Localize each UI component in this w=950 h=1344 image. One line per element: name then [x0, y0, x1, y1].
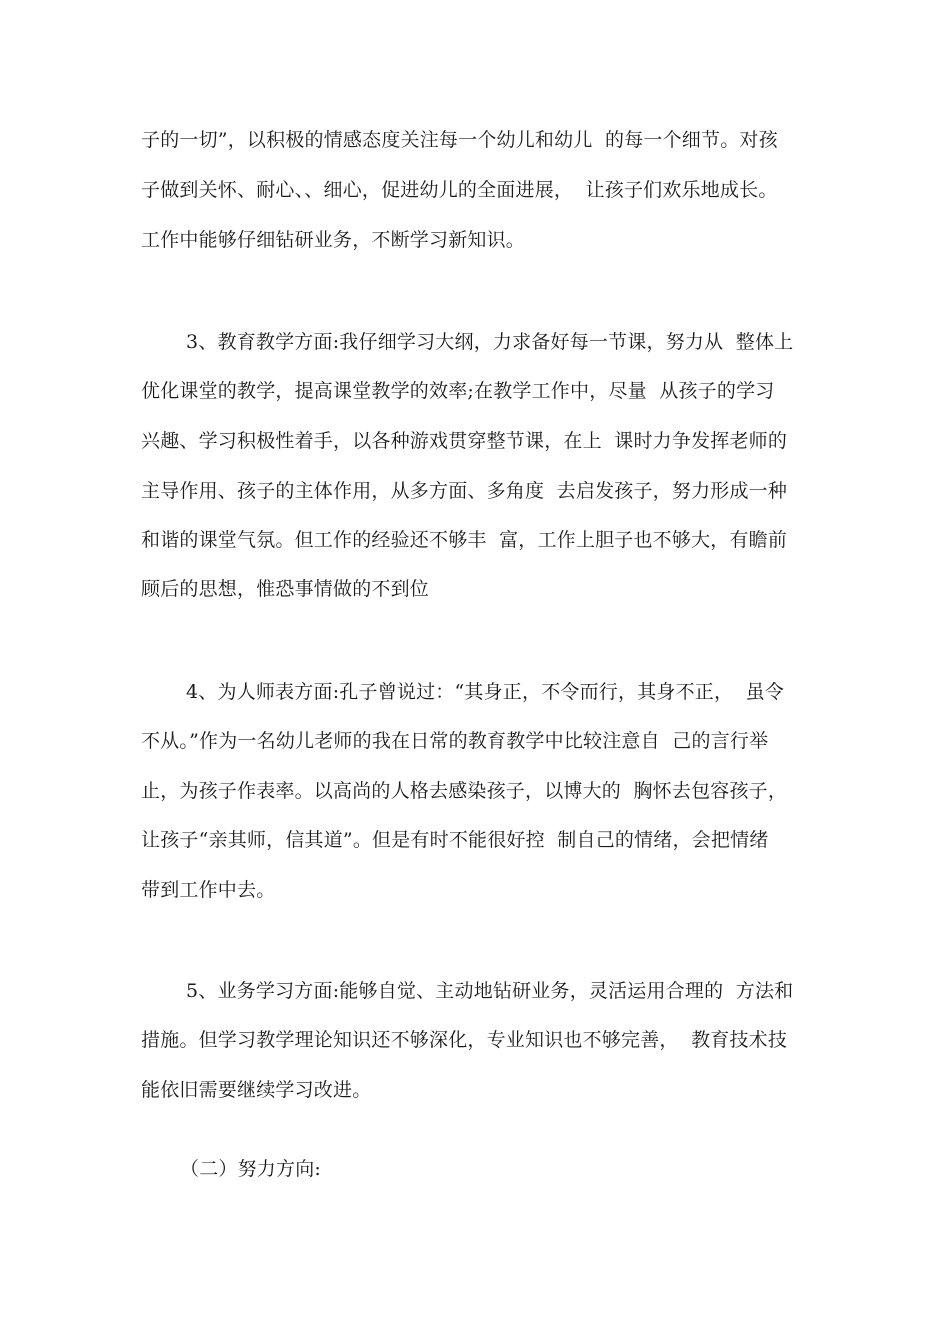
paragraph-3-line-2: 不从。”作为一名幼儿老师的我在日常的教育教学中比较注意自 己的言行举 — [141, 730, 769, 752]
paragraph-3-line-1: 4、为人师表方面:孔子曾说过：“其身正，不令而行，其身不正， 虽令 — [186, 681, 785, 703]
paragraph-2-line-1: 3、教育教学方面:我仔细学习大纲，力求备好每一节课，努力从 整体上 — [186, 331, 794, 353]
paragraph-2-line-2: 优化课堂的教学，提高课堂教学的效率;在教学工作中，尽量 从孩子的学习 — [141, 380, 775, 402]
paragraph-1-line-2: 子做到关怀、耐心、、细心，促进幼儿的全面进展， 让孩子们欢乐地成长。 — [141, 179, 778, 201]
paragraph-2-line-5: 和谐的课堂气氛。但工作的经验还不够丰 富，工作上胆子也不够大，有瞻前 — [141, 529, 788, 551]
paragraph-2-line-6: 顾后的思想，惟恐事情做的不到位 — [141, 578, 430, 600]
paragraph-3-line-5: 带到工作中去。 — [141, 879, 276, 901]
paragraph-2-line-4: 主导作用、孩子的主体作用，从多方面、多角度 去启发孩子，努力形成一种 — [141, 480, 788, 502]
paragraph-1-line-1: 子的一切”，以积极的情感态度关注每一个幼儿和幼儿 的每一个细节。对孩 — [141, 129, 778, 151]
paragraph-4-line-1: 5、业务学习方面:能够自觉、主动地钻研业务，灵活运用合理的 方法和 — [186, 980, 794, 1002]
section-heading: （二）努力方向: — [180, 1158, 322, 1180]
paragraph-3-line-3: 止，为孩子作表率。以高尚的人格去感染孩子，以博大的 胸怀去包容孩子， — [141, 780, 788, 802]
paragraph-4-line-2: 措施。但学习教学理论知识还不够深化，专业知识也不够完善， 教育技术技 — [141, 1029, 788, 1051]
paragraph-1-line-3: 工作中能够仔细钻研业务，不断学习新知识。 — [141, 229, 526, 251]
paragraph-2-line-3: 兴趣、学习积极性着手，以各种游戏贯穿整节课，在上 课时力争发挥老师的 — [141, 430, 788, 452]
paragraph-4-line-3: 能依旧需要继续学习改进。 — [141, 1079, 372, 1101]
paragraph-3-line-4: 让孩子“亲其师，信其道”。但是有时不能很好控 制自己的情绪，会把情绪 — [141, 829, 769, 851]
